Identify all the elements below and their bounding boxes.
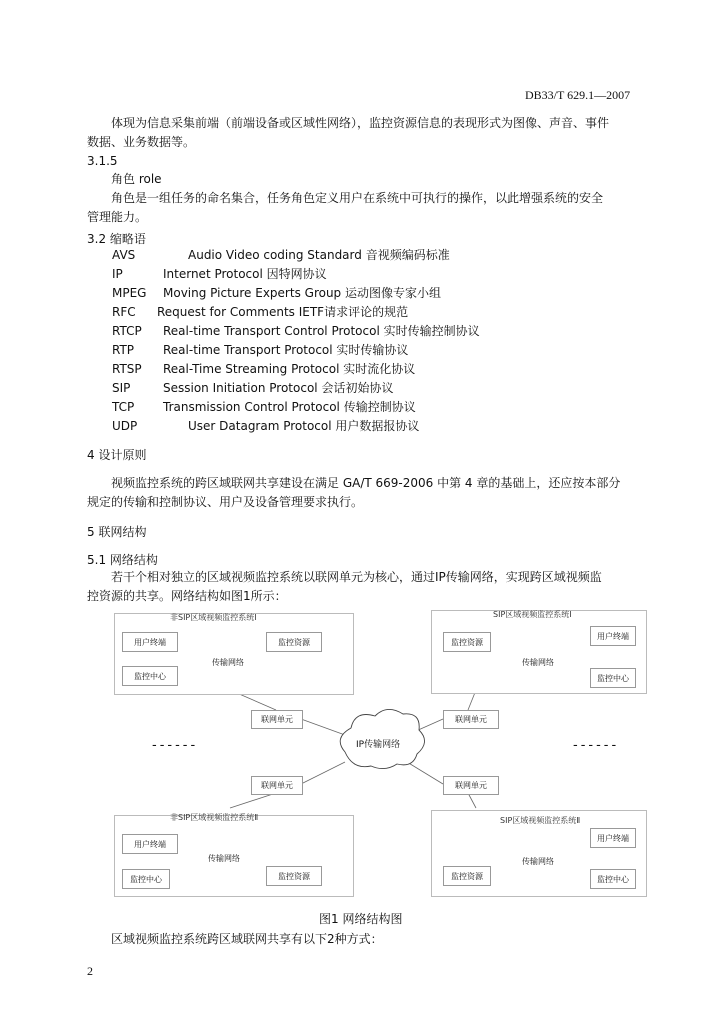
- panel-title: SIP区域视频监控系统Ⅰ: [493, 610, 572, 619]
- abbr-desc: Request for Comments IETF请求评论的规范: [157, 305, 409, 319]
- role-def-line-1: 角色是一组任务的命名集合，任务角色定义用户在系统中可执行的操作，以此增强系统的安全: [111, 191, 604, 205]
- transport-network-label: 传输网络: [212, 658, 244, 667]
- s4-line-2: 规定的传输和控制协议、用户及设备管理要求执行。: [87, 495, 364, 509]
- ellipsis-left: ------: [152, 738, 199, 753]
- intro-line-2: 数据、业务数据等。: [87, 135, 196, 149]
- ellipsis-right: ------: [573, 738, 620, 753]
- section-5-1-heading: 5.1 网络结构: [87, 553, 158, 567]
- transport-network-label: 传输网络: [522, 658, 554, 667]
- abbr-term: RTSP: [112, 362, 142, 376]
- abbr-desc: Real-time Transport Protocol 实时传输协议: [163, 343, 409, 357]
- abbr-term: MPEG: [112, 286, 147, 300]
- abbr-desc: Real-Time Streaming Protocol 实时流化协议: [163, 362, 416, 376]
- section-3-2-heading: 3.2 缩略语: [87, 232, 146, 246]
- section-5-heading: 5 联网结构: [87, 525, 147, 539]
- abbr-desc: Internet Protocol 因特网协议: [163, 267, 327, 281]
- panel-title: 非SIP区域视频监控系统Ⅱ: [170, 813, 259, 822]
- link-unit-box: 联网单元: [251, 710, 303, 729]
- monitor-center-box: 监控中心: [590, 869, 636, 889]
- abbr-desc: User Datagram Protocol 用户数据报协议: [188, 419, 420, 433]
- monitor-resource-box: 监控资源: [443, 866, 491, 886]
- transport-network-label: 传输网络: [208, 854, 240, 863]
- link-unit-box: 联网单元: [443, 776, 499, 795]
- monitor-center-box: 监控中心: [122, 869, 170, 889]
- standard-number: DB33/T 629.1—2007: [525, 88, 631, 102]
- role-def-line-2: 管理能力。: [87, 210, 148, 224]
- term-role: 角色 role: [111, 172, 162, 186]
- abbr-term: RTP: [112, 343, 135, 357]
- panel-title: 非SIP区域视频监控系统Ⅰ: [170, 613, 257, 622]
- abbr-desc: Transmission Control Protocol 传输控制协议: [163, 400, 416, 414]
- abbr-term: RFC: [112, 305, 136, 319]
- monitor-center-box: 监控中心: [590, 668, 636, 688]
- link-unit-box: 联网单元: [443, 710, 499, 729]
- abbr-term: AVS: [112, 248, 136, 262]
- transport-network-label: 传输网络: [522, 857, 554, 866]
- intro-line-1: 体现为信息采集前端（前端设备或区域性网络），监控资源信息的表现形式为图像、声音、事件: [111, 116, 610, 130]
- user-terminal-box: 用户终端: [590, 828, 636, 848]
- abbr-desc: Audio Video coding Standard 音视频编码标准: [188, 248, 450, 262]
- user-terminal-box: 用户终端: [122, 834, 178, 854]
- section-4-heading: 4 设计原则: [87, 448, 147, 462]
- user-terminal-box: 用户终端: [122, 632, 178, 652]
- abbr-term: TCP: [112, 400, 135, 414]
- abbr-term: IP: [112, 267, 123, 281]
- closing-line: 区域视频监控系统跨区域联网共享有以下2种方式：: [111, 932, 383, 946]
- abbr-desc: Session Initiation Protocol 会话初始协议: [163, 381, 394, 395]
- monitor-resource-box: 监控资源: [266, 866, 322, 886]
- ip-network-label: IP传输网络: [356, 740, 401, 750]
- panel-title: SIP区域视频监控系统Ⅱ: [500, 816, 581, 825]
- abbr-term: RTCP: [112, 324, 142, 338]
- figure-caption: 图1 网络结构图: [319, 912, 403, 926]
- s51-line-2: 控资源的共享。网络结构如图1所示：: [87, 589, 287, 603]
- abbr-desc: Moving Picture Experts Group 运动图像专家小组: [163, 286, 441, 300]
- link-unit-box: 联网单元: [251, 776, 303, 795]
- abbr-term: UDP: [112, 419, 138, 433]
- page-number: 2: [87, 964, 93, 978]
- s4-line-1: 视频监控系统的跨区域联网共享建设在满足 GA/T 669-2006 中第 4 章的基础上，还应按本部分: [111, 476, 621, 490]
- abbr-term: SIP: [112, 381, 131, 395]
- section-3-1-5-number: 3.1.5: [87, 154, 118, 168]
- abbr-desc: Real-time Transport Control Protocol 实时传输控制协议: [163, 324, 480, 338]
- s51-line-1: 若干个相对独立的区域视频监控系统以联网单元为核心，通过IP传输网络，实现跨区域视频监: [111, 570, 602, 584]
- monitor-resource-box: 监控资源: [266, 632, 322, 652]
- monitor-center-box: 监控中心: [122, 666, 178, 686]
- monitor-resource-box: 监控资源: [443, 632, 491, 652]
- user-terminal-box: 用户终端: [590, 626, 636, 646]
